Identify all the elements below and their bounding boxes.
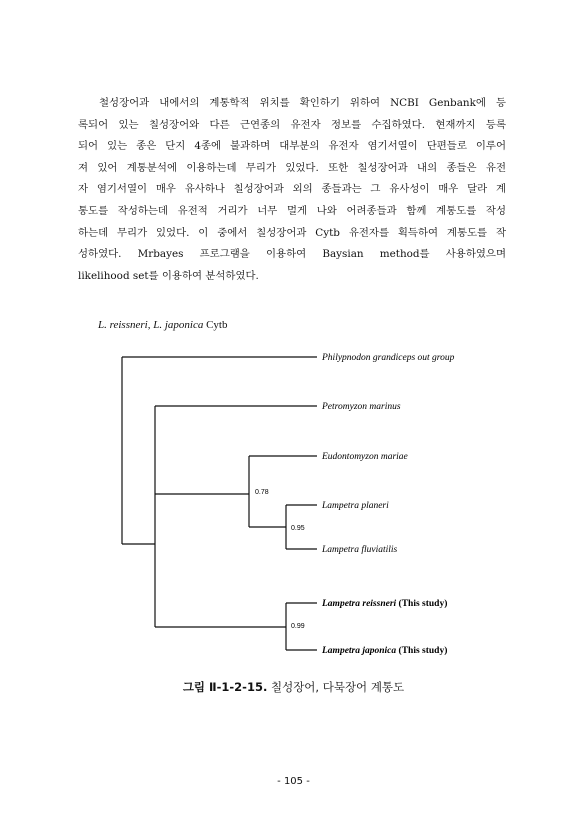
support-value: 0.99 — [291, 623, 305, 630]
paragraph-line: likelihood set를 이용하여 분석하였다. — [78, 269, 259, 282]
taxon-label: Lampetra planeri — [322, 501, 389, 511]
support-values — [255, 489, 305, 630]
paragraph-line: 하는데 무리가 있었다. 이 중에서 칠성장어과 Cytb 유전자를 획득하여 계통도를 작 — [78, 226, 506, 239]
paragraph-line: 자 염기서열이 매우 유사하나 칠성장어과 외의 종들과는 그 유사성이 매우 달라 계 — [78, 183, 506, 196]
taxon-label: Lampetra reissneri (This study) — [322, 599, 448, 609]
tree-title-species: L. reissneri, L. japonica — [98, 319, 204, 331]
taxon-label: Eudontomyzon mariae — [322, 452, 408, 462]
paragraph-line: 록되어 있는 칠성장어와 다른 근연종의 유전자 정보를 수집하였다. 현재까지 등록 — [78, 118, 506, 131]
support-value: 0.95 — [291, 525, 305, 532]
paragraph-line: 성하였다. Mrbayes 프로그램을 이용하여 Baysian method를 사용하였으며 — [78, 248, 506, 261]
taxon-label: Petromyzon marinus — [322, 402, 401, 412]
tree-title-gene: Cytb — [206, 319, 228, 331]
tree-branches — [122, 357, 317, 650]
support-value: 0.78 — [255, 489, 269, 496]
taxon-labels — [321, 353, 455, 656]
figure-caption — [0, 679, 587, 695]
figure-caption-text: 칠성장어, 다묵장어 계통도 — [267, 680, 405, 694]
paragraph-line: 되어 있는 종은 단지 4종에 불과하며 대부분의 유전자 염기서열이 단편들로 이루어 — [78, 140, 506, 153]
taxon-label: Lampetra fluviatilis — [322, 545, 398, 555]
taxon-label: Lampetra japonica (This study) — [322, 646, 448, 656]
paragraph-line: 철성장어과 내에서의 계통학적 위치를 확인하기 위하여 NCBI Genbank에 등 — [99, 97, 506, 109]
page-number: - 105 - — [277, 776, 310, 787]
figure-label: 그림 Ⅱ-1-2-15. — [182, 680, 268, 694]
paragraph-line: 통도를 작성하는데 유전적 거리가 너무 멀게 나와 어려종들과 함께 계통도를 작성 — [78, 204, 506, 217]
paragraph-line: 져 있어 계통분석에 이용하는데 무리가 있었다. 또한 칠성장어과 내의 종들은 유전 — [78, 161, 506, 174]
taxon-label: Philypnodon grandiceps out group — [322, 353, 455, 363]
